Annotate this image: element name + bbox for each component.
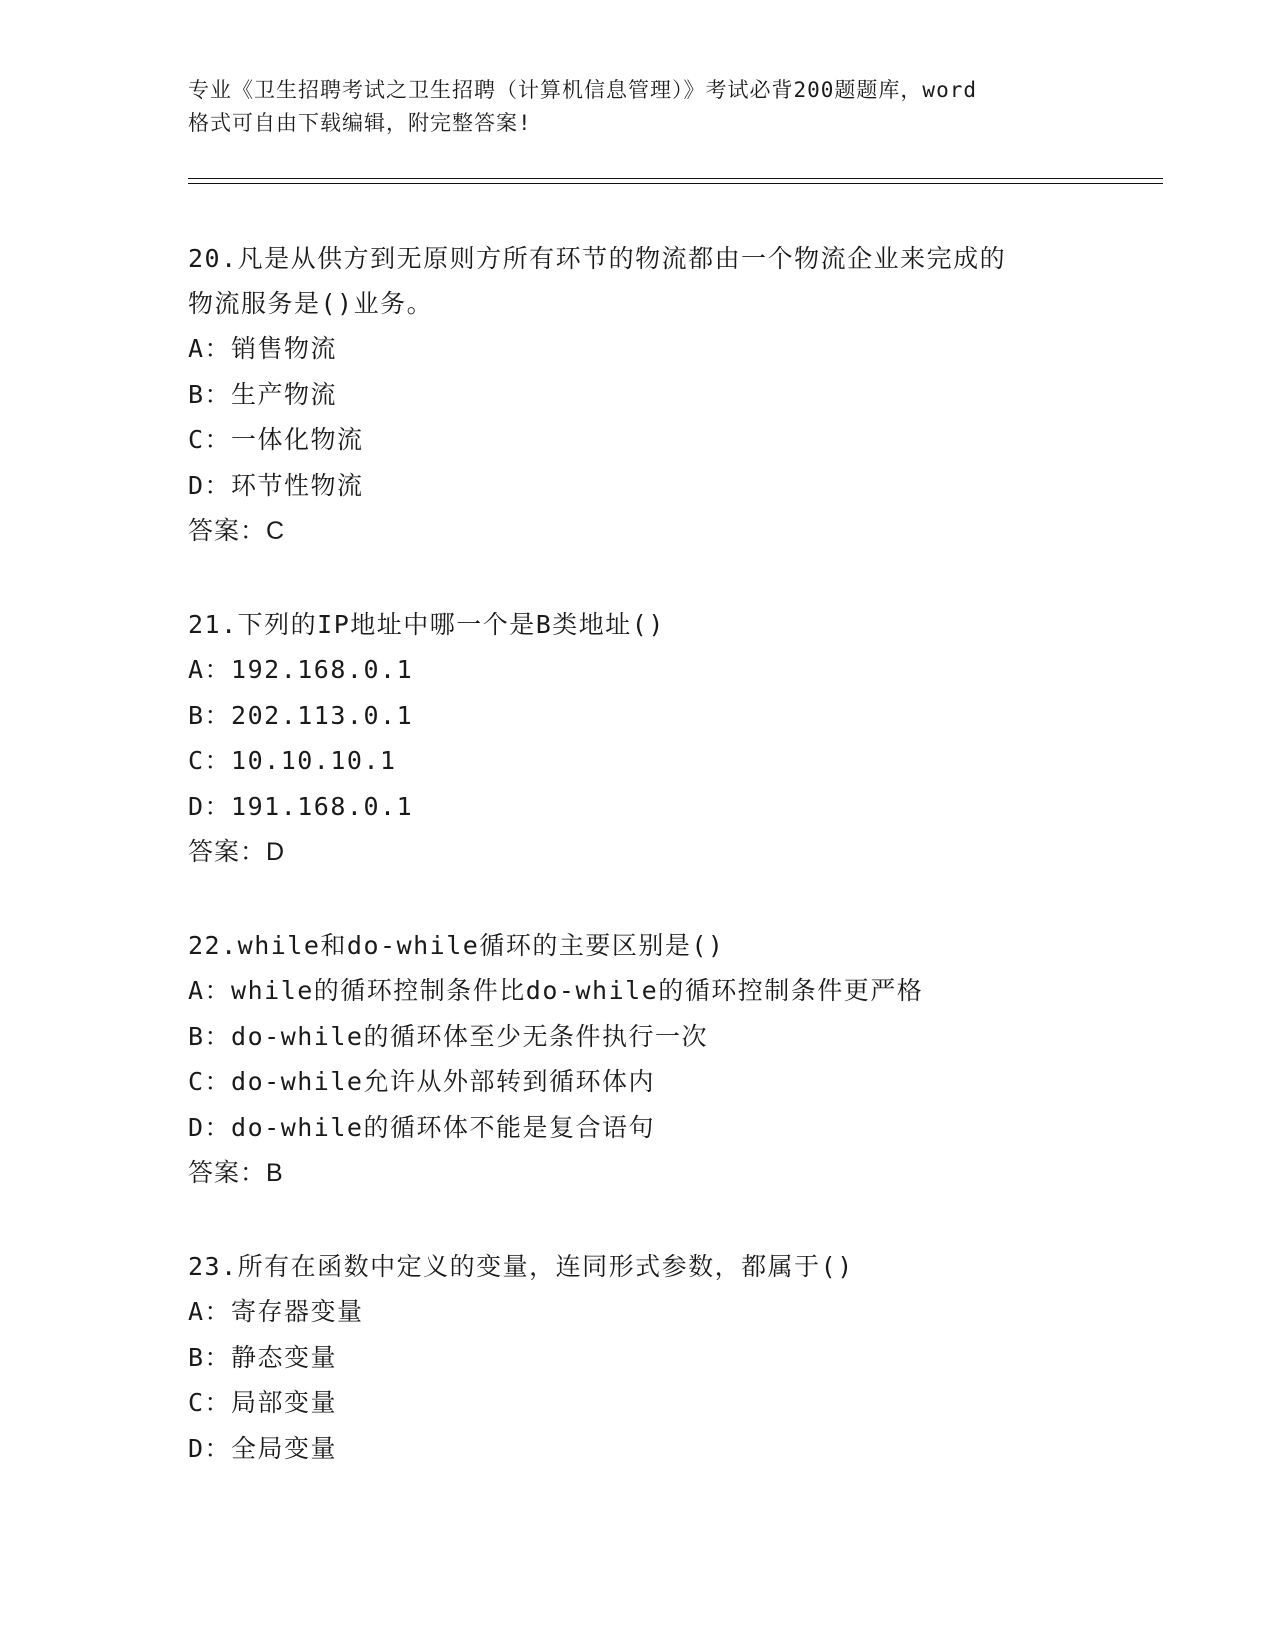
option-d: D：环节性物流 (188, 470, 364, 500)
question-20 (188, 236, 1148, 555)
header-line-2: 格式可自由下载编辑，附完整答案! (188, 111, 532, 135)
question-list (188, 236, 1148, 1518)
option-c: C：do-while允许从外部转到循环体内 (188, 1067, 655, 1096)
header-divider-bottom (188, 183, 1163, 184)
answer-line: 答案：D (188, 838, 286, 866)
option-a: A：寄存器变量 (188, 1297, 364, 1326)
question-stem: 20.凡是从供方到无原则方所有环节的物流都由一个物流企业来完成的 (188, 244, 1007, 273)
option-b: B：生产物流 (188, 379, 338, 409)
option-b: B：静态变量 (188, 1342, 338, 1372)
option-b: B：do-while的循环体至少无条件执行一次 (188, 1021, 708, 1051)
option-c: C：局部变量 (188, 1388, 338, 1417)
question-stem-continued: 物流服务是()业务。 (188, 289, 434, 318)
option-d: D：191.168.0.1 (188, 791, 414, 821)
header-line-1: 专业《卫生招聘考试之卫生招聘（计算机信息管理）》考试必背200题题库，word (188, 78, 977, 102)
option-b: B：202.113.0.1 (188, 700, 414, 730)
option-a: A：192.168.0.1 (188, 655, 414, 684)
option-a: A：销售物流 (188, 334, 338, 363)
question-23 (188, 1244, 1148, 1471)
question-stem: 23.所有在函数中定义的变量，连同形式参数，都属于() (188, 1252, 854, 1281)
document-header (188, 74, 1088, 140)
option-c: C：一体化物流 (188, 425, 364, 454)
option-a: A：while的循环控制条件比do-while的循环控制条件更严格 (188, 976, 924, 1005)
answer-line: 答案：C (188, 517, 286, 545)
question-22 (188, 923, 1148, 1197)
option-c: C：10.10.10.1 (188, 746, 397, 775)
question-stem: 21.下列的IP地址中哪一个是B类地址() (188, 610, 665, 639)
question-21 (188, 602, 1148, 876)
header-divider-top (188, 178, 1163, 179)
option-d: D：do-while的循环体不能是复合语句 (188, 1112, 655, 1142)
answer-line: 答案：B (188, 1159, 284, 1187)
question-stem: 22.while和do-while循环的主要区别是() (188, 931, 725, 960)
option-d: D：全局变量 (188, 1433, 338, 1463)
